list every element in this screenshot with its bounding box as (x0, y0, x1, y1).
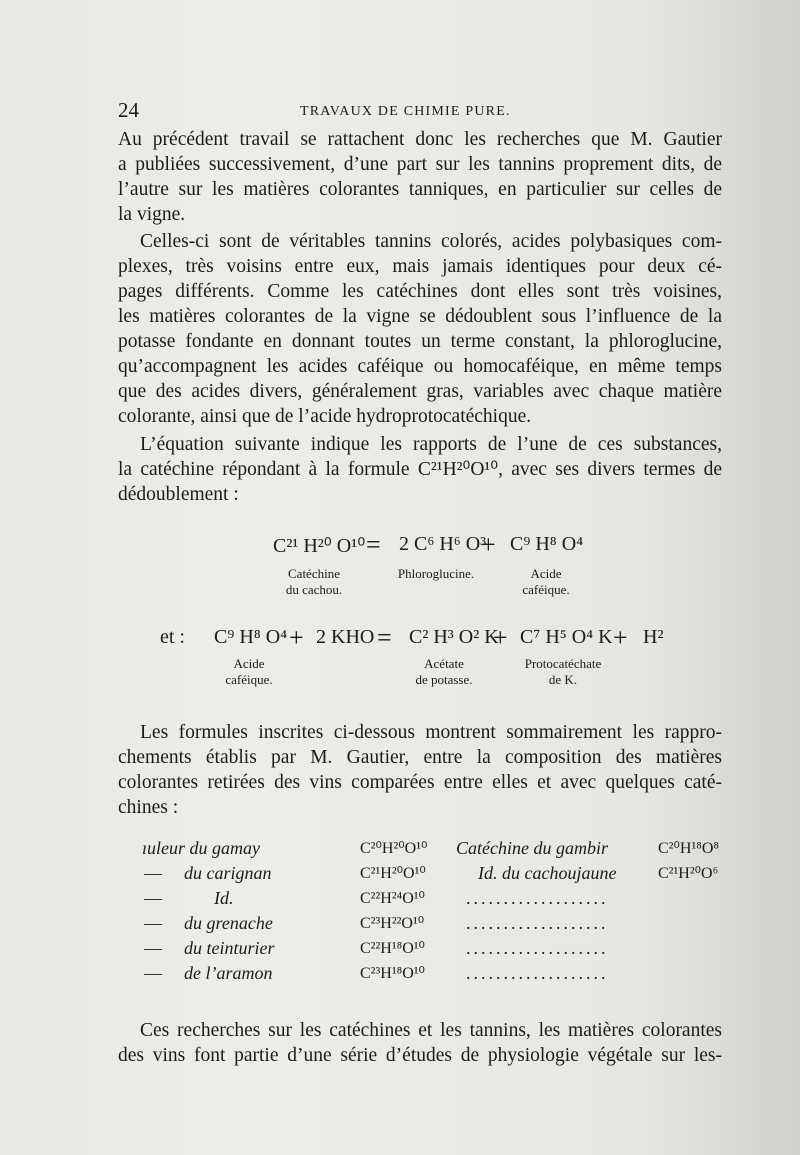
eq1-term1: 2 C⁶ H⁶ O³ (399, 533, 487, 555)
text-line: l’autre sur les matières colorantes tanniques, en particulier sur celles de (118, 179, 722, 200)
leader-dots: ................... (466, 913, 609, 933)
eq2-et: et : (160, 626, 185, 648)
eq1-caption-catechine: Catéchine du cachou. (285, 566, 343, 597)
leader-dots: ................... (466, 938, 609, 958)
eq2-caption-acetate: Acétate de potasse. (415, 656, 473, 687)
ditto-dash: — (144, 863, 162, 883)
text-line: les matières colorantes de la vigne se dédoublent sous l’influence de la (118, 306, 722, 327)
text-line: dédoublement : (118, 484, 239, 505)
paragraph-5 (118, 1018, 722, 1068)
paragraph-1 (118, 127, 722, 227)
eq2-plus1: + (289, 623, 304, 652)
table-row (118, 888, 748, 912)
text-line: Celles-ci sont de véritables tannins colorés, acides polybasiques com- (140, 231, 722, 252)
text-line: Ces recherches sur les catéchines et les tannins, les matières colorantes (140, 1020, 722, 1041)
text-line: chements établis par M. Gautier, entre la composition des matières (118, 747, 722, 768)
comparison-name: Catéchine du gambir (456, 838, 608, 858)
wine-formula: C²³H¹⁸O¹⁰ (360, 965, 425, 982)
paragraph-3 (118, 432, 722, 507)
eq2-plus3: + (613, 623, 628, 652)
page-number: 24 (118, 98, 139, 122)
wine-name: — du grenache (144, 913, 273, 933)
text-line: colorantes retirées des vins comparées entre elles et avec quelques caté- (118, 772, 722, 793)
paragraph-2 (118, 229, 722, 429)
text-line: L’équation suivante indique les rapports de l’une de ces substances, (140, 434, 722, 455)
ditto-dash: — (144, 938, 162, 958)
eq2-term2: C⁷ H⁵ O⁴ K (520, 626, 613, 648)
text-line: qu’accompagnent les acides caféique ou homocaféique, en même temps (118, 356, 722, 377)
ditto-dash: — (144, 913, 162, 933)
wine-name: — de l’aramon (144, 963, 273, 983)
text-line: la catéchine répondant à la formule C²¹H²⁰O¹⁰, avec ses divers termes de (118, 459, 722, 480)
text-line: pages différents. Comme les catéchines dont elles sont très voisines, (118, 281, 722, 302)
eq1-caption-phloroglucine: Phloroglucine. (397, 566, 475, 581)
text-line: chines : (118, 797, 179, 818)
ditto-dash: — (144, 888, 162, 908)
eq2-caption-protocatechate: Protocatéchate de K. (524, 656, 602, 687)
wine-name: — du carignan (144, 863, 272, 883)
eq1-caption-acide: Acide caféique. (522, 566, 570, 597)
wine-name: — du teinturier (144, 938, 275, 958)
eq2-equals: = (377, 623, 392, 652)
wine-formula: C²³H²²O¹⁰ (360, 915, 425, 932)
eq1-lhs: C²¹ H²⁰ O¹⁰ (273, 535, 366, 557)
eq2-kho: 2 KHO (316, 626, 375, 648)
eq1-term2: C⁹ H⁸ O⁴ (510, 533, 584, 555)
text-line: plexes, très voisins entre eux, mais jamais identiques pour deux cé- (118, 256, 722, 277)
eq2-plus2: + (493, 623, 508, 652)
table-row (118, 863, 748, 887)
text-line: la vigne. (118, 204, 186, 225)
eq2-term3: H² (643, 626, 664, 648)
table-row (118, 938, 748, 962)
paragraph-4 (118, 720, 722, 820)
leader-dots: ................... (466, 963, 609, 983)
text-line: que des acides divers, généralement gras, variables avec chaque matière (118, 381, 722, 402)
text-line: Les formules inscrites ci-dessous montrent sommairement les rappro- (140, 722, 722, 743)
wine-name: ıuleur du gamay (142, 838, 260, 858)
table-row (118, 838, 748, 862)
wine-formula: C²⁰H²⁰O¹⁰ (360, 840, 428, 857)
text-line: colorante, ainsi que de l’acide hydroprotocatéchique. (118, 406, 532, 427)
leader-dots: ................... (466, 888, 609, 908)
eq1-equals: = (366, 530, 381, 559)
running-title: TRAVAUX DE CHIMIE PURE. (300, 104, 511, 119)
table-row (118, 913, 748, 937)
eq2-lhs: C⁹ H⁸ O⁴ (214, 626, 288, 648)
text-line: des vins font partie d’une série d’études de physiologie végétale sur les- (118, 1045, 722, 1066)
page-header (118, 98, 728, 122)
wine-formula: C²²H²⁴O¹⁰ (360, 890, 425, 907)
wine-formula: C²²H¹⁸O¹⁰ (360, 940, 425, 957)
text-line: potasse fondante en donnant toutes un terme constant, la phloroglucine, (118, 331, 722, 352)
eq2-caption-acide: Acide caféique. (225, 656, 273, 687)
table-row (118, 963, 748, 987)
text-line: Au précédent travail se rattachent donc les recherches que M. Gautier (118, 129, 722, 150)
comparison-formula: C²⁰H¹⁸O⁸ (658, 840, 719, 857)
ditto-dash: — (144, 963, 162, 983)
wine-formula: C²¹H²⁰O¹⁰ (360, 865, 426, 882)
text-line: a publiées successivement, d’une part sur les tannins proprement dits, de (118, 154, 722, 175)
comparison-formula: C²¹H²⁰O⁶ (658, 865, 719, 882)
wine-name: — Id. (144, 888, 234, 908)
eq1-plus: + (481, 530, 496, 559)
comparison-name: Id. du cachoujaune (478, 863, 617, 883)
eq2-term1: C² H³ O² K (409, 626, 499, 648)
